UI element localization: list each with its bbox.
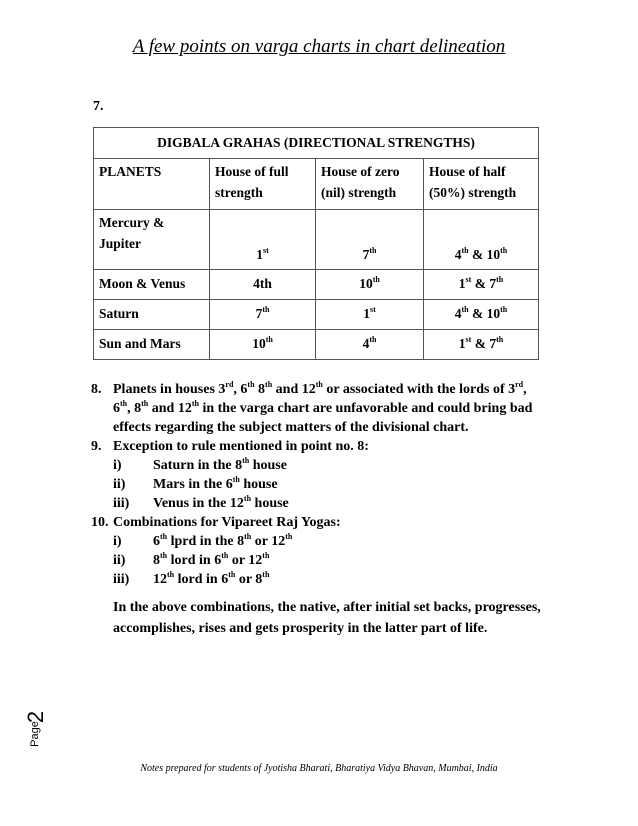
half-strength-cell: 1st & 7th (424, 270, 539, 300)
point-10 (91, 513, 561, 532)
zero-strength-cell: 10th (316, 270, 424, 300)
list-item: iii) Venus in the 12th house (113, 494, 289, 511)
point-8 (91, 380, 561, 437)
zero-strength-cell: 4th (316, 330, 424, 360)
zero-strength-cell: 7th (316, 210, 424, 270)
list-item: ii) Mars in the 6th house (113, 475, 278, 492)
list-item: iii) 12th lord in 6th or 8th (113, 570, 270, 587)
notes-body (91, 380, 561, 639)
point-8-text: Planets in houses 3rd, 6th 8th and 12th or associated with the lords of 3rd, 6th, 8th and 12th in the varga chart are unfavorable and could bring bad effects regarding the subject matters of the divisional chart. (113, 380, 533, 435)
column-header-planets: PLANETS (94, 159, 210, 210)
planet-cell: Moon & Venus (94, 270, 210, 300)
planet-cell: Sun and Mars (94, 330, 210, 360)
point-9 (91, 437, 561, 456)
column-header-half-strength: House of half (50%) strength (424, 159, 539, 210)
planet-cell: Saturn (94, 300, 210, 330)
table-row (94, 270, 539, 300)
table-row (94, 300, 539, 330)
column-header-full-strength: House of full strength (210, 159, 316, 210)
full-strength-cell: 10th (210, 330, 316, 360)
column-header-zero-strength: House of zero (nil) strength (316, 159, 424, 210)
zero-strength-cell: 1st (316, 300, 424, 330)
point-10-text: Combinations for Vipareet Raj Yogas: (113, 515, 341, 530)
point-number: 10. (91, 515, 109, 530)
table-row (94, 210, 539, 270)
point-number: 8. (91, 382, 102, 397)
full-strength-cell: 1st (210, 210, 316, 270)
half-strength-cell: 4th & 10th (424, 300, 539, 330)
digbala-table (93, 127, 539, 360)
conclusion-paragraph: In the above combinations, the native, after initial set backs, progresses, accomplishes, rises and gets prosperity in the latter part of life. (113, 600, 541, 636)
list-item: i) 6th lprd in the 8th or 12th (113, 532, 293, 549)
table-title: DIGBALA GRAHAS (DIRECTIONAL STRENGTHS) (94, 128, 539, 159)
list-item: i) Saturn in the 8th house (113, 456, 287, 473)
page-number-label (23, 706, 50, 756)
section-number-7: 7. (93, 99, 104, 114)
page-header-title: A few points on varga charts in chart delineation (132, 36, 506, 57)
half-strength-cell: 4th & 10th (424, 210, 539, 270)
point-9-text: Exception to rule mentioned in point no. 8: (113, 439, 369, 454)
planet-cell: Mercury & Jupiter (94, 210, 210, 270)
page-word: Page (28, 721, 41, 747)
page-number: 2 (23, 710, 49, 724)
full-strength-cell: 4th (210, 270, 316, 300)
footer-note: Notes prepared for students of Jyotisha Bharati, Bharatiya Vidya Bhavan, Mumbai, India (140, 763, 498, 774)
table-row (94, 330, 539, 360)
half-strength-cell: 1st & 7th (424, 330, 539, 360)
point-number: 9. (91, 439, 102, 454)
full-strength-cell: 7th (210, 300, 316, 330)
list-item: ii) 8th lord in 6th or 12th (113, 551, 270, 568)
